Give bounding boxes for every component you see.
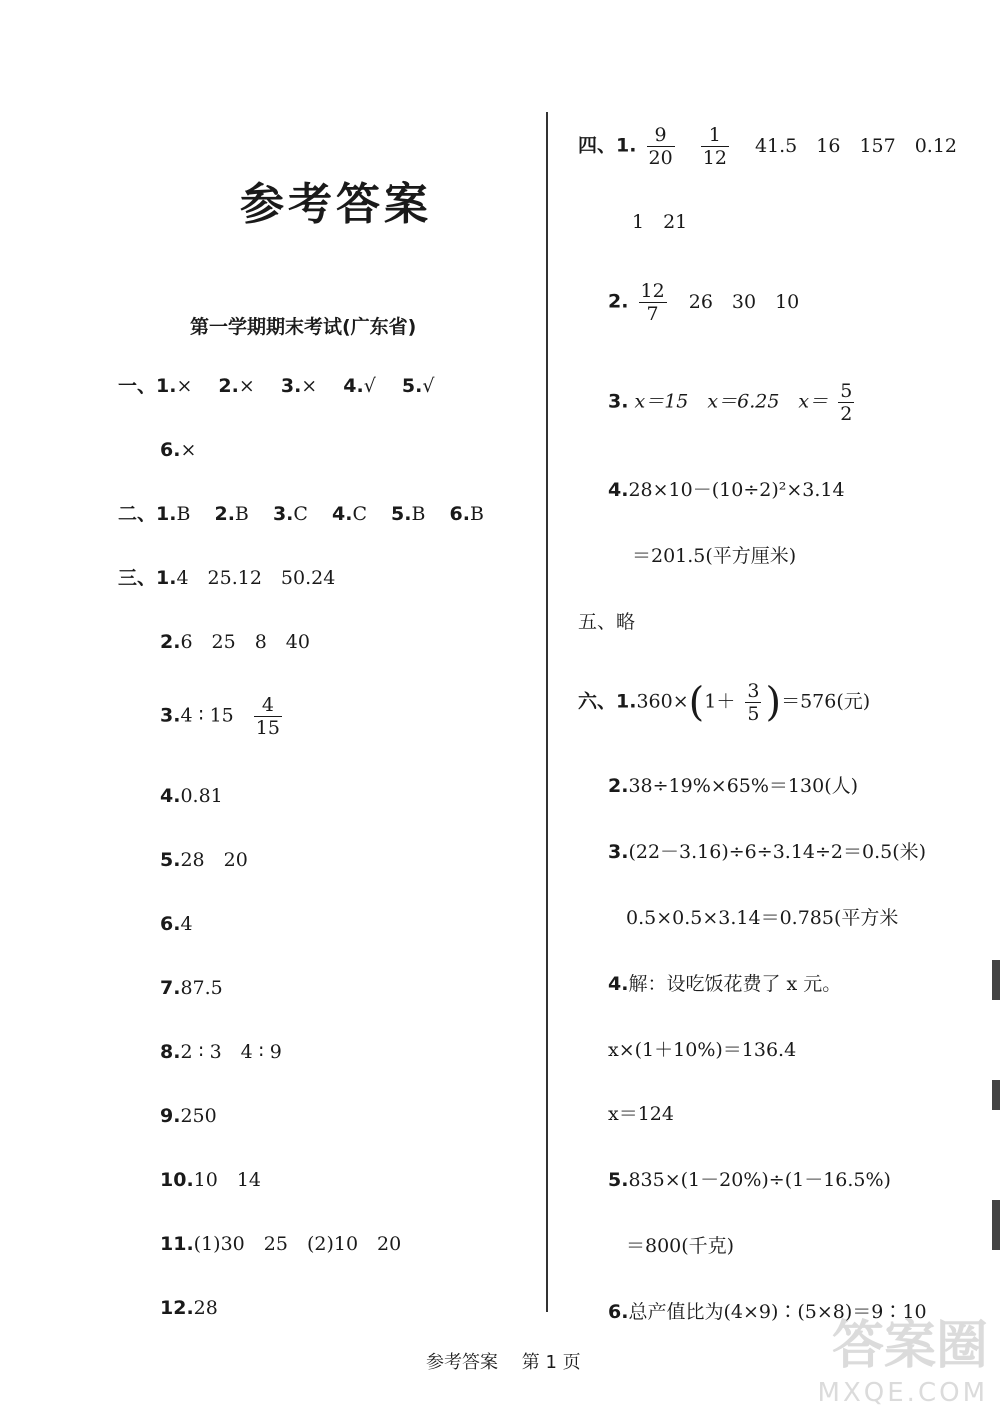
answer-line-14: 11.(1)30 25 (2)10 20 <box>160 1233 402 1255</box>
answer-line-r3: 2. $\frac{12}{7}$ 26 30 10 <box>608 280 800 325</box>
answer-line-7: 4.0.81 <box>160 785 223 807</box>
answer-line-r2: 1 21 <box>632 211 688 233</box>
scan-edge-mark <box>992 1200 1000 1250</box>
page-title: 参考答案 <box>240 179 432 230</box>
fraction: $\frac{5}{2}$ <box>840 380 853 425</box>
fraction: $\frac{12}{7}$ <box>640 280 665 325</box>
answer-line-r8: 六、1.360×(1＋ $\frac{3}{5}$ )＝576(元) <box>578 679 871 726</box>
answer-line-r1: 四、1. $\frac{9}{20}$ $\frac{1}{12}$ 41.5 16 157 0.12 <box>578 124 958 169</box>
fraction: $\frac{1}{12}$ <box>702 124 727 169</box>
answer-line-r10: 3.(22－3.16)÷6÷3.14÷2＝0.5(米) <box>608 841 927 863</box>
answer-line-r12: 4.解：设吃饭花费了 x 元。 <box>608 973 842 995</box>
answer-line-r15: 5.835×(1－20%)÷(1－16.5%) <box>608 1169 891 1191</box>
answer-line-1: 一、1.× 2.× 3.× 4.√ 5.√ <box>118 375 435 397</box>
answer-line-r4: 3. x＝15 x＝6.25 x＝ $\frac{5}{2}$ <box>608 380 853 425</box>
answer-line-r11: 0.5×0.5×3.14＝0.785(平方米 <box>626 907 899 929</box>
scan-edge-mark <box>992 960 1000 1000</box>
scan-edge-mark <box>992 1080 1000 1110</box>
answer-line-r5: 4.28×10－(10÷2)²×3.14 <box>608 479 845 501</box>
answer-line-15: 12.28 <box>160 1297 218 1319</box>
answer-line-10: 7.87.5 <box>160 977 223 999</box>
answer-line-r17: 6.总产值比为(4×9)∶(5×8)＝9∶10 <box>608 1301 927 1323</box>
answer-line-6: 3.4 ∶ 15 $\frac{4}{15}$ <box>160 694 280 739</box>
answer-line-r16: ＝800(千克) <box>626 1235 735 1257</box>
answer-line-r6: ＝201.5(平方厘米) <box>632 545 797 567</box>
column-divider <box>546 112 548 1312</box>
answer-line-11: 8.2 ∶ 3 4 ∶ 9 <box>160 1041 282 1063</box>
fraction: $\frac{4}{15}$ <box>255 694 280 739</box>
answer-line-4: 三、1.4 25.12 50.24 <box>118 567 336 589</box>
answer-line-12: 9.250 <box>160 1105 217 1127</box>
page-footer: 参考答案 第 1 页 <box>426 1352 581 1373</box>
fraction: $\frac{3}{5}$ <box>747 680 760 725</box>
answer-line-r9: 2.38÷19%×65%＝130(人) <box>608 775 859 797</box>
answer-line-r13: x×(1＋10%)＝136.4 <box>608 1039 797 1061</box>
exam-subtitle: 第一学期期末考试(广东省) <box>190 316 417 338</box>
answer-line-r14: x＝124 <box>608 1103 674 1125</box>
answer-line-8: 5.28 20 <box>160 849 248 871</box>
answer-line-3: 二、1.B 2.B 3.C 4.C 5.B 6.B <box>118 503 484 525</box>
answer-line-13: 10.10 14 <box>160 1169 262 1191</box>
answer-line-9: 6.4 <box>160 913 193 935</box>
watermark-logo: 答案圈 MXQE.COM <box>817 1316 988 1408</box>
fraction: $\frac{9}{20}$ <box>648 124 673 169</box>
answer-line-2: 6.× <box>160 439 197 461</box>
answer-line-5: 2.6 25 8 40 <box>160 631 310 653</box>
answer-line-r7: 五、略 <box>578 611 636 633</box>
